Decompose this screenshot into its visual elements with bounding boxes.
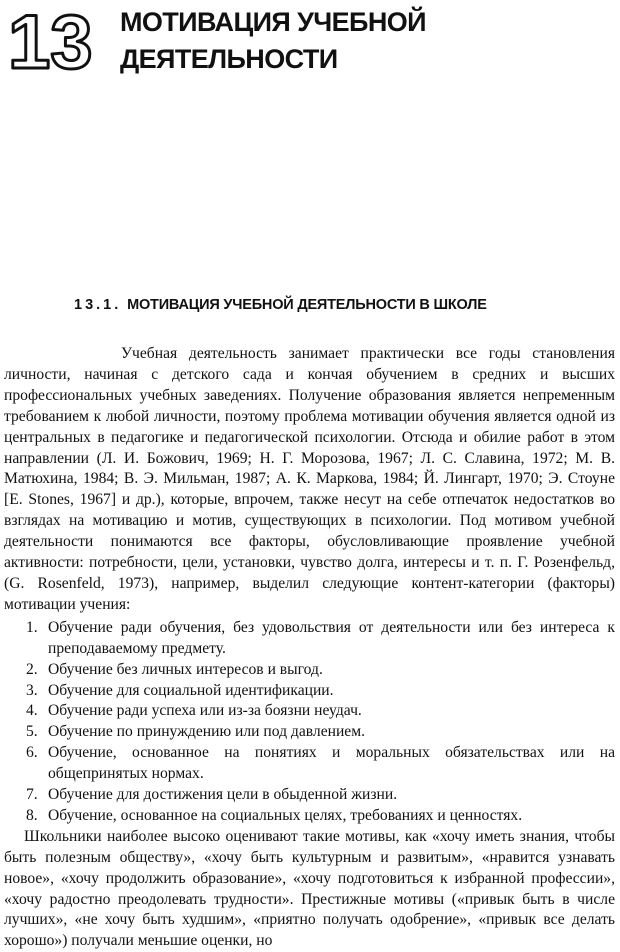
section-number: 13.1.: [74, 297, 122, 313]
list-item-text: Обучение ради успеха или из-за боязни неудач.: [48, 702, 362, 720]
list-item: [4, 701, 615, 722]
section-heading: [74, 297, 487, 313]
paragraph-motives-evaluation: Школьники наиболее высоко оценивают такие мотивы, как «хочу иметь знания, чтобы быть полезным обществу», «хочу быть культурным и развитым», «нравится узнавать новое», «хочу продолжить образование», «хочу подготовиться к избранной профессии», «хочу радостно преодолевать трудности». Престижные мотивы («привык быть в числе лучших», «не хочу быть худшим», «приятно получать одобрение», «привык все делать хорошо») получали меньшие оценки, но: [4, 827, 615, 950]
list-item-number: 1.: [26, 618, 38, 636]
list-item: [4, 660, 615, 681]
list-item: [4, 681, 615, 702]
list-item: [4, 743, 615, 785]
list-item-number: 5.: [26, 723, 38, 741]
list-item-text: Обучение, основанное на социальных целях, требованиях и ценностях.: [48, 806, 523, 824]
list-item: [4, 806, 615, 827]
list-item-number: 3.: [26, 681, 38, 699]
chapter-title: [120, 4, 600, 78]
list-item-number: 8.: [26, 806, 38, 824]
list-item: [4, 785, 615, 806]
chapter-number-text: 13: [8, 2, 93, 74]
list-item-number: 6.: [26, 744, 38, 762]
body-text: [4, 344, 615, 952]
list-item-text: Обучение без личных интересов и выгод.: [48, 660, 323, 678]
list-item-number: 2.: [26, 660, 38, 678]
chapter-number: [6, 2, 106, 74]
list-item-text: Обучение для достижения цели в обыденной жизни.: [48, 786, 398, 804]
list-item-text: Обучение, основанное на понятиях и моральных обязательствах или на общепринятых нормах.: [48, 744, 615, 783]
list-item-text: Обучение для социальной идентификации.: [48, 681, 334, 699]
list-item-text: Обучение по принуждению или под давлением.: [48, 723, 365, 741]
list-item-number: 4.: [26, 702, 38, 720]
section-title: МОТИВАЦИЯ УЧЕБНОЙ ДЕЯТЕЛЬНОСТИ В ШКОЛЕ: [127, 297, 487, 313]
list-item: [4, 722, 615, 743]
chapter-title-line-2: ДЕЯТЕЛЬНОСТИ: [120, 44, 338, 74]
motive-list: [4, 618, 615, 827]
list-item: [4, 618, 615, 660]
list-item-number: 7.: [26, 786, 38, 804]
paragraph-intro: Учебная деятельность занимает практически все годы становления личности, начиная с детского сада и кончая обучением в средних и высших профессиональных учебных заведениях. Получение образования является непременным требованием к любой личности, поэтому проблема мотивации обучения является одной из центральных в педагогике и педагогической психологии. Отсюда и обилие работ в этом направлении (Л. И. Божович, 1969; Н. Г. Морозова, 1967; Л. С. Славина, 1972; М. В. Матюхина, 1984; В. Э. Мильман, 1987; А. К. Маркова, 1984; Й. Лингарт, 1970; Э. Стоуне [E. Stones, 1967] и др.), которые, впрочем, также несут на себе отпечаток недостатков во взглядах на мотивацию и мотив, существующих в психологии. Под мотивом учебной деятельности понимаются все факторы, обусловливающие проявление учебной активности: потребности, цели, установки, чувство долга, интересы и т. п. Г. Розенфельд, (G. Rosenfeld, 1973), например, выделил следующие контент-категории (факторы) мотивации учения:: [4, 345, 615, 613]
list-item-text: Обучение ради обучения, без удовольствия от деятельности или без интереса к преподаваемому предмету.: [48, 618, 615, 657]
chapter-title-line-1: МОТИВАЦИЯ УЧЕБНОЙ: [120, 7, 426, 37]
